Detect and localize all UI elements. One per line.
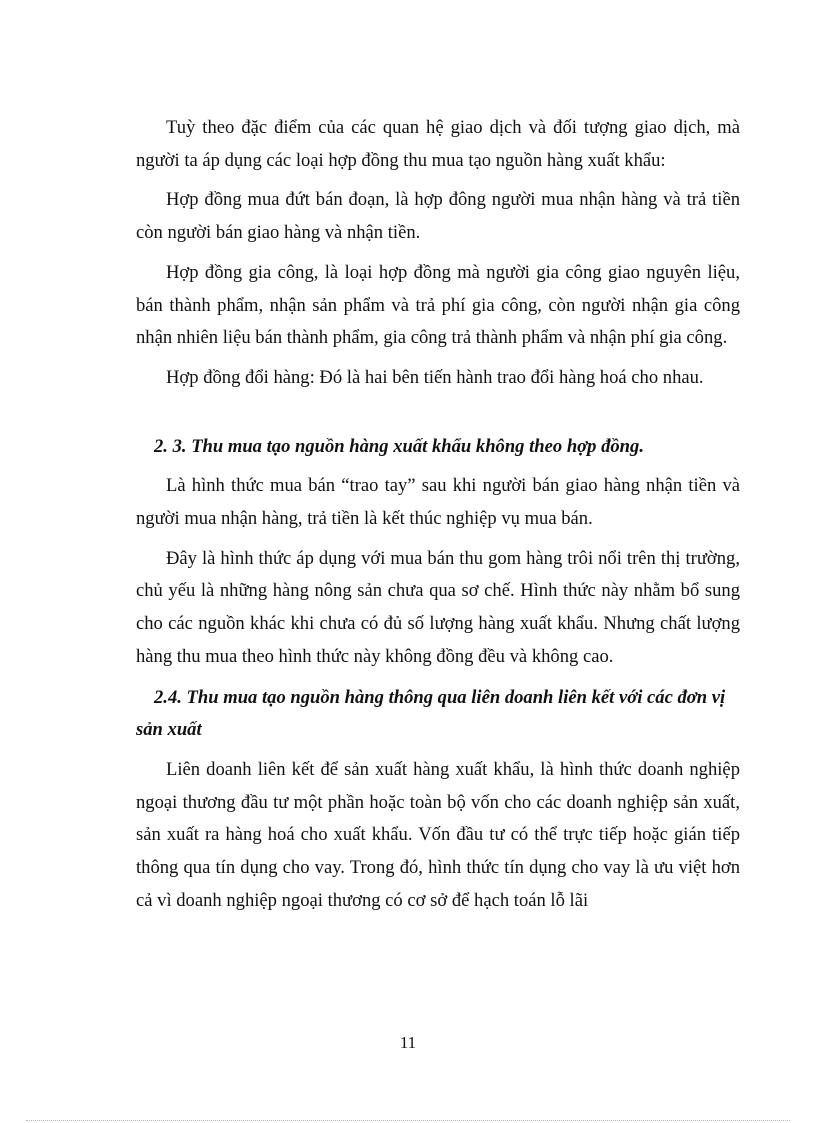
paragraph-floating-goods: Đây là hình thức áp dụng với mua bán thu gom hàng trôi nổi trên thị trường, chủ yếu là những hàng nông sản chưa qua sơ chế. Hình thức này nhằm bổ sung cho các nguồn khác khi chưa có đủ số lượng hàng xuất khẩu. Nhưng chất lượng hàng thu mua theo hình thức này không đồng đều và không cao. xyxy=(136,547,740,667)
section-heading-2-4: 2.4. Thu mua tạo nguồn hàng thông qua liên doanh liên kết với các đơn vị sản xuất xyxy=(136,686,726,741)
paragraph-outright-purchase-contract: Hợp đồng mua đứt bán đoạn, là hợp đông người mua nhận hàng và trả tiền còn người bán giao hàng và nhận tiền. xyxy=(136,189,740,244)
section-heading-2-3: 2. 3. Thu mua tạo nguồn hàng xuất khẩu không theo hợp đồng. xyxy=(154,435,644,457)
paragraph-joint-venture: Liên doanh liên kết để sản xuất hàng xuất khẩu, là hình thức doanh nghiệp ngoại thương đầu tư một phần hoặc toàn bộ vốn cho các doanh nghiệp sản xuất, sản xuất ra hàng hoá cho xuất khẩu. Vốn đầu tư có thể trực tiếp hoặc gián tiếp thông qua tín dụng cho vay. Trong đó, hình thức tín dụng cho vay là ưu việt hơn cả vì doanh nghiệp ngoại thương có cơ sở để hạch toán lỗ lãi xyxy=(136,758,740,911)
paragraph-hand-to-hand-trade: Là hình thức mua bán “trao tay” sau khi người bán giao hàng nhận tiền và người mua nhận hàng, trả tiền là kết thúc nghiệp vụ mua bán. xyxy=(136,475,740,530)
page-number: 11 xyxy=(399,1033,417,1052)
paragraph-processing-contract: Hợp đồng gia công, là loại hợp đồng mà người gia công giao nguyên liệu, bán thành phẩm, nhận sản phẩm và trả phí gia công, còn người nhận gia công nhận nhiên liệu bán thành phẩm, gia công trả thành phẩm và nhận phí gia công. xyxy=(136,261,740,349)
paragraph-barter-contract: Hợp đồng đổi hàng: Đó là hai bên tiến hành trao đổi hàng hoá cho nhau. xyxy=(166,366,704,388)
page-body xyxy=(136,112,740,917)
footer-divider xyxy=(26,1120,790,1121)
paragraph-contract-types-intro: Tuỳ theo đặc điểm của các quan hệ giao dịch và đối tượng giao dịch, mà người ta áp dụng các loại hợp đồng thu mua tạo nguồn hàng xuất khẩu: xyxy=(136,117,740,171)
